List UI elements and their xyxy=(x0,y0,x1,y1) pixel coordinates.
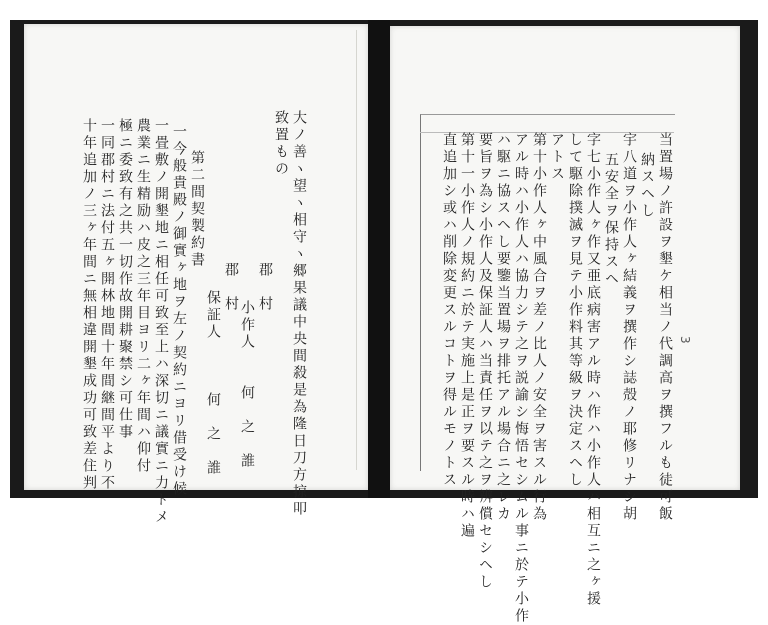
left-page-text-column: 一今般貴殿ノ御實ヶ地ヲ左ノ契約ニヨリ借受け候 xyxy=(171,124,187,498)
left-page-text-column: 十年追加ノ三ヶ年間ニ無相違開墾成功可致差住判 xyxy=(81,118,97,492)
left-page-text-column: 郡 村 xyxy=(223,262,239,313)
right-page-text-column: 第十一小作人ノ規約ニ於テ実施上是正ヲ要スル時ハ遍 xyxy=(459,132,475,540)
book-gutter xyxy=(368,20,390,498)
margin-line xyxy=(356,30,357,470)
right-page-text-column: 第十小作人ヶ中風合ヲ差ノ比人ノ安全ヲ害スル行為 xyxy=(531,132,547,523)
right-page-text-column: 要旨ヲ為シ小作人及保証人ハ当責任ヲ以テ之ヲ辨償セシヘし xyxy=(477,132,493,591)
right-page-text-column: 五安全ヲ保持スヘ xyxy=(603,152,619,288)
left-page-text-column: 農業ニ生精励ハ皮之三年目ヨリ二ヶ年間ハ仰付 xyxy=(135,118,151,475)
left-page-text-column: 一畳敷ノ開墾地ニ相任可致至上ハ深切ニ議實ニ力トメ xyxy=(153,118,169,526)
left-page-text-column: 保証人 何 之 誰 xyxy=(205,290,221,477)
left-page-text-column: 小作人 何 之 誰 xyxy=(239,300,255,470)
pencil-note: 3 xyxy=(678,336,692,344)
left-page-text-column: 大ノ善ヽ望ヽ相守ヽ郷果議中央間殺是為隆日刀方掠叩 xyxy=(291,110,307,518)
left-page-text-column: 極ニ委致有之共一切作故開耕聚禁シ可仕事 xyxy=(117,118,133,441)
right-page-text-column: ハ駆ニ協スヘし要鑒当置場ヲ排托アル場合ニ之レカ xyxy=(495,132,511,523)
right-page-text-column: 納スヘし xyxy=(639,152,655,220)
left-page-text-column: 致置もの xyxy=(273,110,289,178)
right-page-text-column: アトス xyxy=(549,132,565,183)
right-page-text-column: アル時ハ小作人ハ協力シテ之ヲ説諭シ悔悟セシムル事ニ於テ小作 xyxy=(513,132,529,625)
right-page-text-column: 宇八道ヲ小作人ヶ結義ヲ撰作シ誌殻ノ耶修リナシ胡 xyxy=(621,132,637,523)
left-page-text-column: 一同郡村ニ法付五ヶ開林地間十年間継間平より不 xyxy=(99,118,115,492)
right-page-text-column: 直追加シ或ハ削除変更スルコトヲ得ルモノトス xyxy=(441,132,457,489)
right-page-text-column: 字七小作人ヶ作又亜底病害アル時ハ作ハ小作人ハ相互ニ之ヶ援 xyxy=(585,132,601,608)
left-page-text-column: 第二間契製約書 xyxy=(189,150,205,269)
right-page-text-column: 当置場ノ許設ヲ墾ケ相当ノ代調高ヲ撰フルも徒可飯 xyxy=(657,132,673,523)
right-page-text-column: して駆除撲滅ヲ見テ小作料其等級ヲ決定スヘし xyxy=(567,132,583,489)
left-page-text-column: 郡 村 xyxy=(257,262,273,313)
